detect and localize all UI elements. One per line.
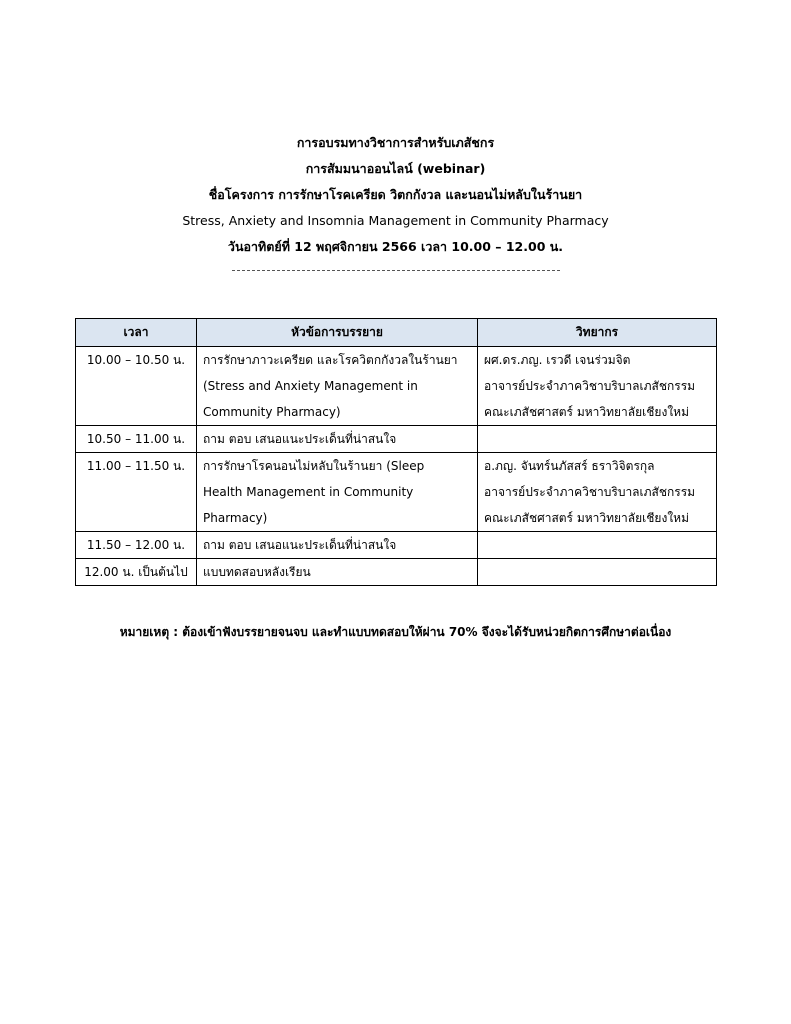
session-time: 10.50 – 11.00 น.	[76, 426, 197, 453]
session-topic	[197, 559, 478, 586]
topic-line: ถาม ตอบ เสนอแนะประเด็นที่น่าสนใจ	[203, 432, 397, 446]
table-header-row	[76, 319, 717, 347]
speaker-line: อ.ภญ. จันทร์นภัสสร์ ธราวิจิตรกุล	[484, 459, 655, 473]
webinar-label: การสัมมนาออนไลน์ (webinar)	[305, 161, 486, 176]
session-time: 10.00 – 10.50 น.	[76, 347, 197, 426]
project-name: ชื่อโครงการ การรักษาโรคเครียด วิตกกังวล และนอนไม่หลับในร้านยา	[208, 187, 583, 202]
dashed-divider	[232, 270, 560, 271]
remark-note: หมายเหตุ : ต้องเข้าฟังบรรยายจนจบ และทำแบบทดสอบให้ผ่าน 70% จึงจะได้รับหน่วยกิตการศึกษาต่อเนื่อง	[119, 625, 672, 639]
table-row	[76, 347, 717, 426]
schedule-body	[76, 347, 717, 586]
session-speaker	[478, 453, 717, 532]
session-time: 12.00 น. เป็นต้นไป	[76, 559, 197, 586]
document-header	[0, 130, 791, 260]
topic-line: ถาม ตอบ เสนอแนะประเด็นที่น่าสนใจ	[203, 538, 397, 552]
topic-line: การรักษาโรคนอนไม่หลับในร้านยา (Sleep	[203, 459, 425, 473]
session-topic	[197, 532, 478, 559]
table-row	[76, 532, 717, 559]
session-time: 11.50 – 12.00 น.	[76, 532, 197, 559]
column-header-speaker: วิทยากร	[478, 319, 717, 347]
session-speaker	[478, 532, 717, 559]
training-title: การอบรมทางวิชาการสำหรับเภสัชกร	[296, 135, 495, 150]
topic-line: Pharmacy)	[203, 511, 268, 525]
table-row	[76, 559, 717, 586]
session-topic	[197, 426, 478, 453]
topic-line: Health Management in Community	[203, 485, 414, 499]
column-header-topic: หัวข้อการบรรยาย	[197, 319, 478, 347]
session-speaker	[478, 426, 717, 453]
speaker-line: คณะเภสัชศาสตร์ มหาวิทยาลัยเชียงใหม่	[484, 511, 689, 525]
session-speaker	[478, 559, 717, 586]
speaker-line: คณะเภสัชศาสตร์ มหาวิทยาลัยเชียงใหม่	[484, 405, 689, 419]
speaker-line: ผศ.ดร.ภญ. เรวดี เจนร่วมจิต	[484, 353, 631, 367]
schedule-table	[75, 318, 717, 586]
session-speaker	[478, 347, 717, 426]
topic-line: Community Pharmacy)	[203, 405, 341, 419]
table-row	[76, 453, 717, 532]
session-topic	[197, 347, 478, 426]
topic-line: แบบทดสอบหลังเรียน	[203, 565, 311, 579]
topic-line: การรักษาภาวะเครียด และโรควิตกกังวลในร้านยา	[203, 353, 458, 367]
speaker-line: อาจารย์ประจำภาควิชาบริบาลเภสัชกรรม	[484, 379, 696, 393]
topic-line: (Stress and Anxiety Management in	[203, 379, 418, 393]
table-row	[76, 426, 717, 453]
session-topic	[197, 453, 478, 532]
speaker-line: อาจารย์ประจำภาควิชาบริบาลเภสัชกรรม	[484, 485, 696, 499]
event-date-time: วันอาทิตย์ที่ 12 พฤศจิกายน 2566 เวลา 10.00 – 12.00 น.	[227, 239, 564, 254]
column-header-time: เวลา	[76, 319, 197, 347]
project-name-english: Stress, Anxiety and Insomnia Management in Community Pharmacy	[182, 213, 609, 228]
session-time: 11.00 – 11.50 น.	[76, 453, 197, 532]
